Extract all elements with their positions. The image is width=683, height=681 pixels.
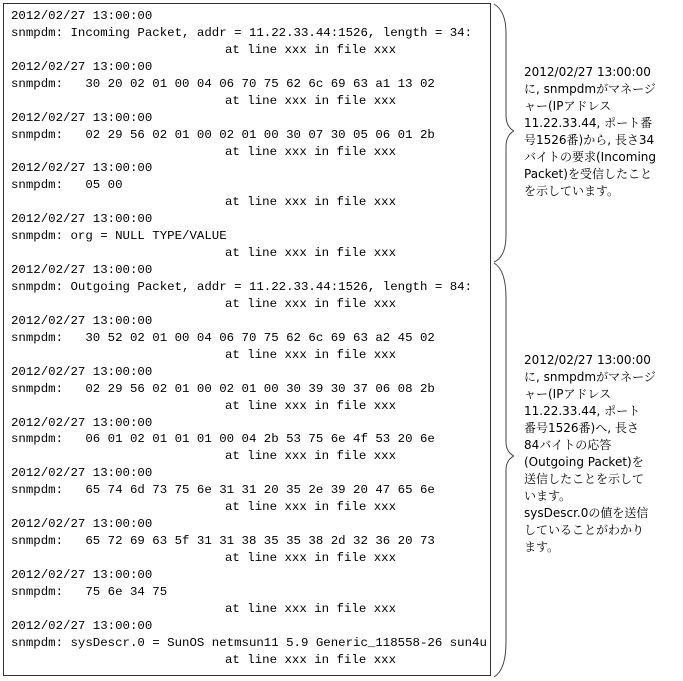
log-message: snmpdm: 75 6e 34 75 <box>11 584 168 599</box>
annotation-incoming <box>524 64 683 200</box>
annotation-line: を示しています。 <box>524 184 620 198</box>
brace-incoming <box>492 3 514 263</box>
log-location: at line xxx in file xxx <box>225 500 397 515</box>
annotation-line: sysDescr.0の値を送信 <box>524 506 649 520</box>
annotation-line: 号1526番)から, 長さ34 <box>524 133 655 147</box>
log-message: snmpdm: Outgoing Packet, addr = 11.22.33.44:1526, length = 84: <box>11 280 473 294</box>
annotation-line: 番号1526番)へ, 長さ <box>524 421 639 435</box>
log-message: snmpdm: 06 01 02 01 01 01 00 04 2b 53 75 6e 4f 53 20 6e <box>11 432 435 447</box>
log-timestamp: 2012/02/27 13:00:00 <box>11 9 153 23</box>
log-timestamp: 2012/02/27 13:00:00 <box>11 364 153 379</box>
log-location: at line xxx in file xxx <box>225 246 397 261</box>
log-message: snmpdm: 30 52 02 01 00 04 06 70 75 62 6c 69 63 a2 45 02 <box>11 330 435 345</box>
log-timestamp: 2012/02/27 13:00:00 <box>11 517 153 532</box>
log-location: at line xxx in file xxx <box>225 449 397 464</box>
log-location: at line xxx in file xxx <box>225 296 397 311</box>
log-timestamp: 2012/02/27 13:00:00 <box>11 567 153 582</box>
log-message: snmpdm: org = NULL TYPE/VALUE <box>11 229 227 244</box>
log-location: at line xxx in file xxx <box>225 652 397 667</box>
annotation-line: ます。 <box>524 540 560 554</box>
annotation-line: 送信したことを示して <box>524 472 645 486</box>
log-location: at line xxx in file xxx <box>225 195 397 210</box>
annotation-line: に, snmpdmがマネージ <box>524 370 656 384</box>
log-message: snmpdm: 02 29 56 02 01 00 02 01 00 30 39 30 37 06 08 2b <box>11 381 435 396</box>
log-timestamp: 2012/02/27 13:00:00 <box>11 313 153 328</box>
log-message: snmpdm: 65 72 69 63 5f 31 31 38 35 35 38 2d 32 36 20 73 <box>11 534 435 549</box>
log-timestamp: 2012/02/27 13:00:00 <box>11 110 153 125</box>
log-location: at line xxx in file xxx <box>225 347 397 362</box>
annotation-line: 11.22.33.44, ポート番 <box>524 116 653 130</box>
annotation-line: Packet)を受信したこと <box>524 167 652 181</box>
log-location: at line xxx in file xxx <box>225 93 397 108</box>
log-message: snmpdm: sysDescr.0 = SunOS netmsun11 5.9 Generic_118558-26 sun4u <box>11 635 487 650</box>
brace-outgoing <box>492 262 514 678</box>
annotation-line: 2012/02/27 13:00:00 <box>524 65 651 79</box>
log-message: snmpdm: 02 29 56 02 01 00 02 01 00 30 07 30 05 06 01 2b <box>11 127 435 142</box>
annotation-line: していることがわかり <box>524 523 645 537</box>
log-location: at line xxx in file xxx <box>225 601 397 616</box>
log-message: snmpdm: 30 20 02 01 00 04 06 70 75 62 6c 69 63 a1 13 02 <box>11 76 435 91</box>
log-timestamp: 2012/02/27 13:00:00 <box>11 161 153 176</box>
annotation-line: ャー(IPアドレス <box>524 99 612 113</box>
annotation-line: 84バイトの応答 <box>524 438 612 452</box>
log-timestamp: 2012/02/27 13:00:00 <box>11 466 153 481</box>
log-message: snmpdm: 05 00 <box>11 178 123 193</box>
annotation-line: 2012/02/27 13:00:00 <box>524 353 651 367</box>
log-location: at line xxx in file xxx <box>225 42 397 57</box>
annotation-line: います。 <box>524 489 572 503</box>
annotation-outgoing <box>524 352 683 556</box>
log-location: at line xxx in file xxx <box>225 144 397 159</box>
log-message: snmpdm: 65 74 6d 73 75 6e 31 31 20 35 2e 39 20 47 65 6e <box>11 483 435 498</box>
annotation-line: 11.22.33.44, ポート <box>524 404 641 418</box>
annotation-line: (Outgoing Packet)を <box>524 455 644 469</box>
log-timestamp: 2012/02/27 13:00:00 <box>11 618 153 633</box>
annotation-line: ャー(IPアドレス <box>524 387 612 401</box>
annotation-line: に, snmpdmがマネージ <box>524 82 656 96</box>
log-location: at line xxx in file xxx <box>225 398 397 413</box>
log-timestamp: 2012/02/27 13:00:00 <box>11 415 153 430</box>
log-timestamp: 2012/02/27 13:00:00 <box>11 212 153 227</box>
log-timestamp: 2012/02/27 13:00:00 <box>11 263 153 278</box>
log-timestamp: 2012/02/27 13:00:00 <box>11 59 153 74</box>
log-location: at line xxx in file xxx <box>225 551 397 565</box>
log-message: snmpdm: Incoming Packet, addr = 11.22.33.44:1526, length = 34: <box>11 25 473 40</box>
log-box <box>3 3 491 676</box>
annotation-line: バイトの要求(Incoming <box>524 150 657 164</box>
